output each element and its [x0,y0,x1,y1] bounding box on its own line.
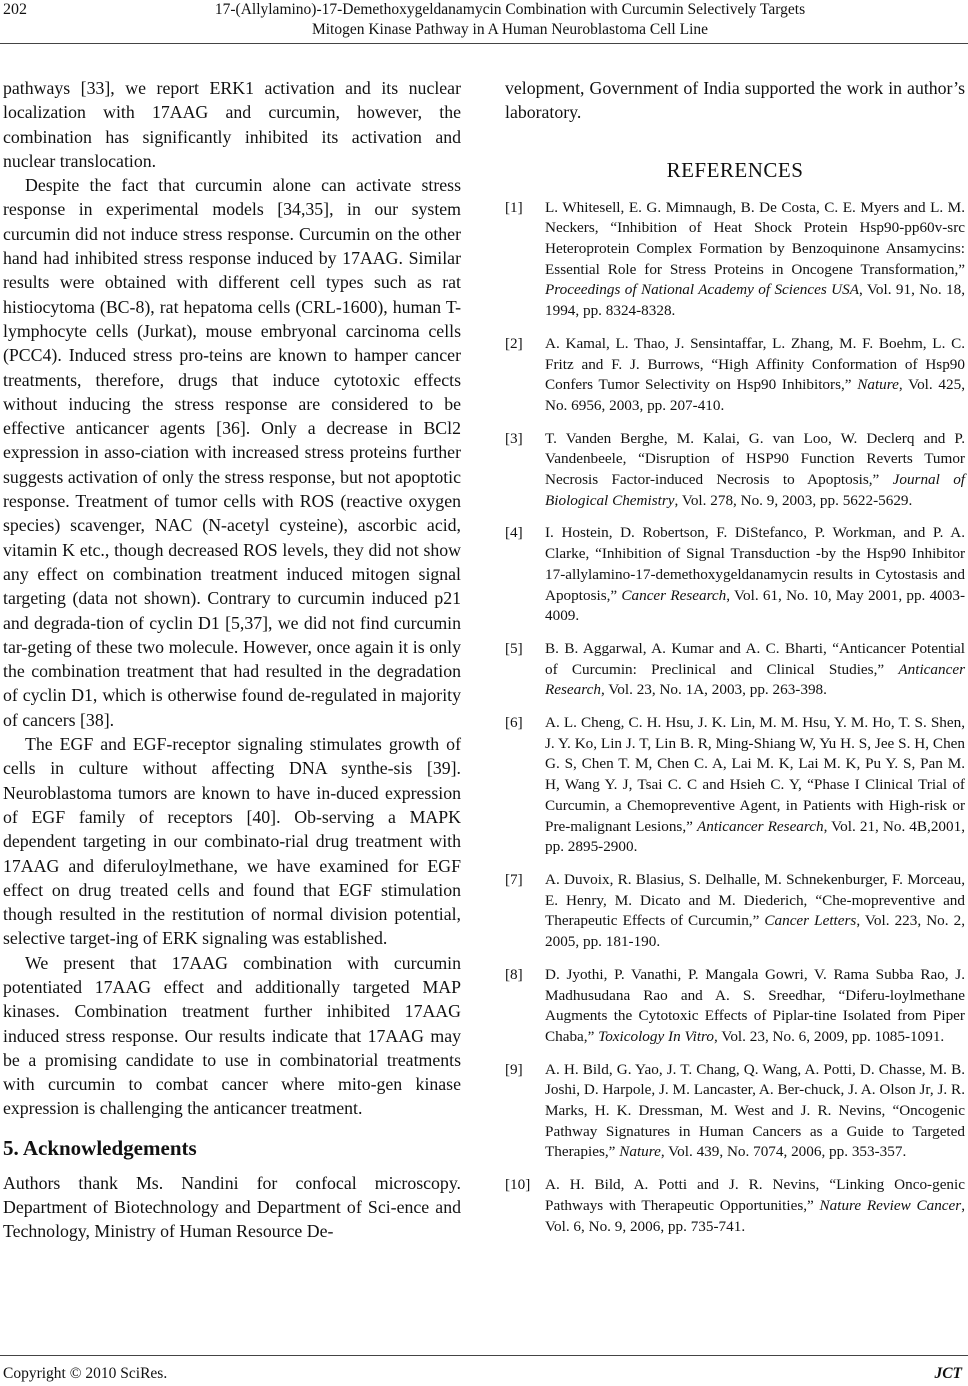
reference-citation-details: , Vol. 91, No. 18, 1994, pp. 8324-8328. [545,281,965,320]
reference-journal: Toxicology In Vitro [598,1027,715,1045]
reference-journal: Nature [857,376,899,394]
copyright-notice: Copyright © 2010 SciRes. [3,1365,168,1382]
reference-number: [10] [505,1176,531,1194]
reference-journal: Journal of Biological Chemistry [545,471,966,509]
journal-abbreviation: JCT [934,1365,962,1382]
reference-text [545,965,965,1048]
body-paragraph: We present that 17AAG combination with curcumin potentiated 17AAG effect and additionally targeted MAP kinases. Combination treatment further inhibited 17AAG induced stress response. Our results indicate that 17AAG may be a promising candidate to use in combinatorial treatments with curcumin to combat cancer where mito-gen kinase expression is challenging the anticancer treatment. [3,952,461,1119]
reference-body: D. Jyothi, P. Vanathi, P. Mangala Gowri, V. Rama Subba Rao, J. Madhusudana Rao and A. S. Sreedhar, “Diferu-loylmethane Augments the Cytotoxic Effects of Piplar-tine Isolated from Piper Chaba,” [545,965,965,1045]
section-heading-acknowledgements: 5. Acknowledgements [3,1135,197,1160]
reference-item [505,1060,965,1164]
reference-text [545,713,965,858]
reference-item [505,334,965,417]
footer-rule [0,1355,968,1356]
reference-body: A. H. Bild, A. Potti and J. R. Nevins, “Linking Onco-genic Pathways with Therapeutic Opportunities,” [545,1176,965,1214]
reference-text [545,523,965,627]
reference-text [545,198,965,322]
reference-number: [8] [505,965,523,983]
body-paragraph: Despite the fact that curcumin alone can activate stress response in experimental models [34,35], in our system curcumin did not induce stress response. Curcumin on the other hand had inhibited stress response induced by 17AAG. Similar results were obtained with different cell types such as rat histiocytoma (BC-8), rat hepatoma cells (CRL-1600), human T-lymphocyte cells (Jurkat), mouse embryonal carcinoma cells (PCC4). Induced stress pro-teins are known to hamper cancer treatments, therefore, drugs that induce cytotoxic effects without inducing the stress response are considered to be effective anticancer agents [36]. Only a decrease in BCl2 expression in asso-ciation with increased stress proteins further suggests activation of only the stress response, but not apoptotic response. Treatment of tumor cells with ROS (reactive oxygen species) scavenger, NAC (N-acetyl cysteine), ascorbic acid, vitamin K etc., though decreased ROS levels, they did not show any effect on combination treatment induced mitogen signal targeting (data not shown). Contrary to curcumin induced p21 and degrada-tion of cyclin D1 [5,37], we did not find curcumin tar-geting of these two molecule. However, once again it is only the combination treatment that had resulted in the degradation of cyclin D1, which is otherwise found de-regulated in majority of cancers [38]. [3,175,461,730]
reference-number: [2] [505,334,523,352]
reference-citation-details: , Vol. 425, No. 6956, 2003, pp. 207-410. [545,376,965,414]
reference-number: [5] [505,639,523,657]
reference-item [505,523,965,627]
reference-number: [3] [505,429,523,447]
reference-item [505,965,965,1048]
header-rule [0,43,968,44]
reference-body: A. Kamal, L. Thao, J. Sensintaffar, L. Zhang, M. F. Boehm, L. C. Fritz and F. J. Burrows, “High Affinity Conformation of Hsp90 Confers Tumor Selectivity on Hsp90 Inhibitors,” [545,334,965,394]
running-title-line-2: Mitogen Kinase Pathway in A Human Neuroblastoma Cell Line [311,21,709,38]
body-paragraph: The EGF and EGF-receptor signaling stimulates growth of cells in culture without affecting DNA synthe-sis [39]. Neuroblastoma tumors are known to have in-duced expression of EGF family of receptors [40]. Ob-serving a MAPK dependent targeting in our combinato-rial drug treatment with 17AAG and diferuloylmethane, we have examined for EGF effect on drug treated cells and found that EGF stimulation though resulted in the restitution of normal division potential, selective target-ing of ERK signaling was established. [3,734,461,949]
reference-journal: Nature [619,1143,661,1161]
reference-number: [4] [505,524,523,542]
reference-body: L. Whitesell, E. G. Mimnaugh, B. De Costa, C. E. Myers and L. M. Neckers, “Inhibition of Heat Shock Protein Hsp90-pp60v-src Heteroprotein Complex Formation by Benzoquinone Ansamycins: Essential Role for Stress Proteins in Oncogene Transformation,” [545,198,965,278]
reference-item [505,198,965,322]
reference-journal: Anticancer Research [545,660,965,699]
reference-body: B. B. Aggarwal, A. Kumar and A. C. Bharti, “Anticancer Potential of Curcumin: Preclinical and Clinical Studies,” [545,639,965,678]
acknowledgement-paragraph: Authors thank Ms. Nandini for confocal microscopy. Department of Biotechnology and Department of Sci-ence and Technology, Ministry of Human Resource De- [3,1172,461,1242]
reference-body: A. L. Cheng, C. H. Hsu, J. K. Lin, M. M. Hsu, Y. M. Ho, T. S. Shen, J. Y. Ko, Lin J. T, Lin B. R, Ming-Shiang W, Yu H. S, Jee S. H, Chen G. S, Chen T. M, Chen C. A, Lai M. K, Lai M. K, Pu Y. S, Pan M. H, Wang Y. J, Tsai C. C and Hsieh C. Y, “Phase I Clinical Trial of Curcumin, a Chemopreventive Agent, in Patients with High-risk or Pre-malignant Lesions,” [545,714,965,835]
reference-item [505,429,965,512]
reference-citation-details: , Vol. 61, No. 10, May 2001, pp. 4003-4009. [545,586,965,625]
reference-body: A. H. Bild, G. Yao, J. T. Chang, Q. Wang, A. Potti, D. Chasse, M. B. Joshi, D. Harpole, J. M. Lancaster, A. Ber-chuck, J. A. Olson Jr, J. R. Marks, H. K. Dressman, M. West and J. R. Nevins, “Oncogenic Pathway Signatures in Human Cancers as a Guide to Targeted Therapies,” [545,1060,965,1161]
reference-item [505,639,965,701]
reference-item [505,870,965,953]
reference-number: [6] [505,714,523,732]
body-paragraph: pathways [33], we report ERK1 activation and its nuclear localization with 17AAG and curcumin, however, the combination has significantly inhibited its activation and nuclear translocation. [3,78,461,171]
reference-body: T. Vanden Berghe, M. Kalai, G. van Loo, W. Declerq and P. Vandenbeele, “Disruption of HSP90 Function Reverts Tumor Necrosis Factor-induced Necrosis to Apoptosis,” [545,429,965,489]
reference-citation-details: , Vol. 23, No. 6, 2009, pp. 1085-1091. [714,1027,945,1045]
reference-item [505,1175,965,1237]
reference-citation-details: , Vol. 439, No. 7074, 2006, pp. 353-357. [660,1143,907,1161]
reference-text [545,334,965,417]
reference-body: A. Duvoix, R. Blasius, S. Delhalle, M. Schnekenburger, F. Morceau, E. Henry, M. Dicato and M. Diederich, “Che-mopreventive and Therapeutic Effects of Curcumin,” [545,870,965,930]
running-title-line-1: 17-(Allylamino)-17-Demethoxygeldanamycin Combination with Curcumin Selectively Targets [214,1,806,18]
reference-citation-details: , Vol. 6, No. 9, 2006, pp. 735-741. [545,1196,965,1235]
left-column [3,76,461,1244]
reference-citation-details: , Vol. 278, No. 9, 2003, pp. 5622-5629. [674,491,913,509]
acknowledgement-continued: velopment, Government of India supported the work in author’s laboratory. [505,78,965,123]
reference-number: [9] [505,1060,523,1078]
reference-item [505,713,965,858]
reference-citation-details: , Vol. 21, No. 4B,2001, pp. 2895-2900. [545,817,966,856]
reference-citation-details: , Vol. 23, No. 1A, 2003, pp. 263-398. [600,681,827,699]
reference-journal: Proceedings of National Academy of Sciences USA [545,281,859,299]
reference-text [545,1060,965,1164]
reference-journal: Cancer Research [621,586,727,604]
reference-citation-details: , Vol. 223, No. 2, 2005, pp. 181-190. [545,912,965,951]
reference-journal: Cancer Letters [764,912,857,930]
reference-text [545,639,965,701]
reference-text [545,1175,965,1237]
reference-body: I. Hostein, D. Robertson, F. DiStefanco, P. Workman, and P. A. Clarke, “Inhibition of Signal Transduction -by the Hsp90 Inhibitor 17-allylamino-17-demethoxygeldanamycin results in Cytostasis and Apoptosis,” [545,524,965,604]
reference-journal: Anticancer Research [696,817,824,835]
reference-number: [1] [505,198,523,216]
page-number: 202 [3,1,27,18]
reference-list [505,198,965,1238]
reference-journal: Nature Review Cancer [819,1196,962,1214]
running-title [60,0,960,40]
reference-number: [7] [505,870,523,888]
reference-text [545,429,965,512]
references-heading: REFERENCES [666,157,804,182]
reference-text [545,870,965,953]
right-column [505,76,965,1249]
